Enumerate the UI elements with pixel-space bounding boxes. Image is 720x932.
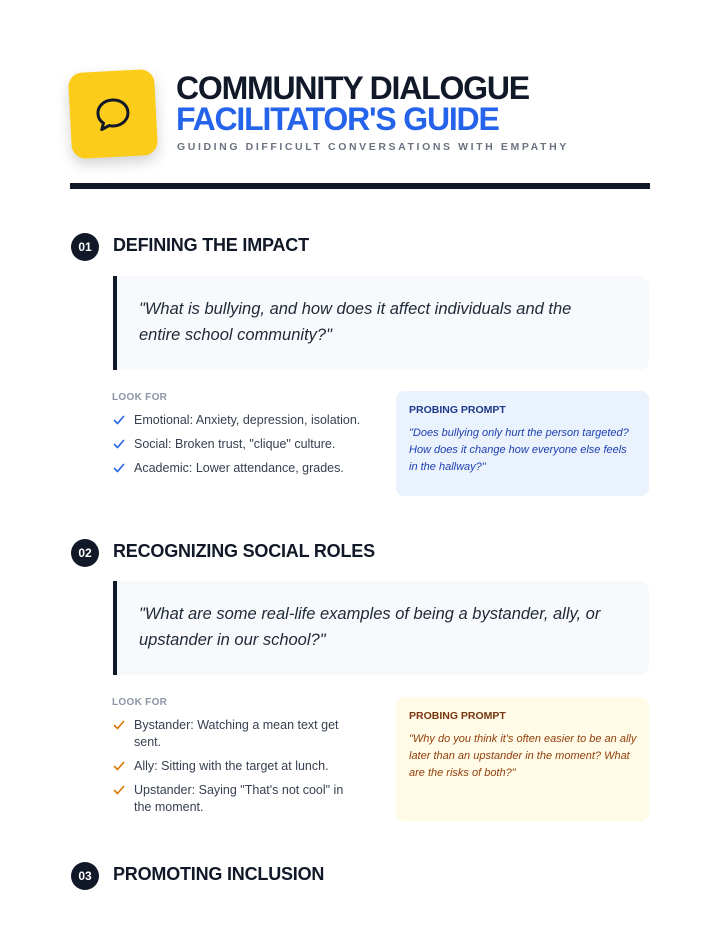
list-item <box>113 436 363 453</box>
list-item <box>113 782 363 816</box>
discussion-question: "What is bullying, and how does it affect individuals and the entire school community?" <box>113 276 649 370</box>
check-icon <box>113 414 125 426</box>
list-item-text: Upstander: Saying "That's not cool" in the moment. <box>134 783 344 814</box>
probe-text: "Why do you think it's often easier to be an ally later than an upstander in the moment? What are the risks of both?" <box>409 733 637 779</box>
list-item <box>113 460 363 477</box>
section-number: 01 <box>71 233 99 261</box>
list-item-text: Bystander: Watching a mean text get sent. <box>134 718 339 749</box>
look-for-list <box>113 412 363 484</box>
list-item <box>113 758 363 775</box>
check-icon <box>113 719 125 731</box>
look-for-label: LOOK FOR <box>112 697 168 708</box>
probe-label: PROBING PROMPT <box>409 710 506 722</box>
check-icon <box>113 438 125 450</box>
check-icon <box>113 760 125 772</box>
look-for-label: LOOK FOR <box>112 392 168 403</box>
subtitle: GUIDING DIFFICULT CONVERSATIONS WITH EMPATHY <box>177 141 569 153</box>
section-title: DEFINING THE IMPACT <box>113 235 309 255</box>
chat-bubble-icon <box>91 92 135 136</box>
probe-label: PROBING PROMPT <box>409 404 506 416</box>
section-number: 02 <box>71 539 99 567</box>
section-number: 03 <box>71 862 99 890</box>
list-item-text: Academic: Lower attendance, grades. <box>134 461 344 475</box>
section-title: PROMOTING INCLUSION <box>113 864 325 884</box>
list-item-text: Ally: Sitting with the target at lunch. <box>134 759 329 773</box>
look-for-list <box>113 717 363 823</box>
section-title: RECOGNIZING SOCIAL ROLES <box>113 541 375 561</box>
list-item-text: Social: Broken trust, "clique" culture. <box>134 437 336 451</box>
header-divider <box>70 183 650 189</box>
list-item <box>113 717 363 751</box>
probing-prompt-card <box>396 697 649 821</box>
list-item <box>113 412 363 429</box>
check-icon <box>113 462 125 474</box>
discussion-question: "What are some real-life examples of being a bystander, ally, or upstander in our school?" <box>113 581 649 675</box>
logo <box>68 69 158 159</box>
title-line-1: COMMUNITY DIALOGUE <box>176 70 529 106</box>
title-line-2: FACILITATOR'S GUIDE <box>176 101 499 137</box>
list-item-text: Emotional: Anxiety, depression, isolation. <box>134 413 361 427</box>
check-icon <box>113 784 125 796</box>
probing-prompt-card <box>396 391 649 496</box>
probe-text: "Does bullying only hurt the person targeted? How does it change how everyone else feels in the hallway?" <box>409 427 629 473</box>
